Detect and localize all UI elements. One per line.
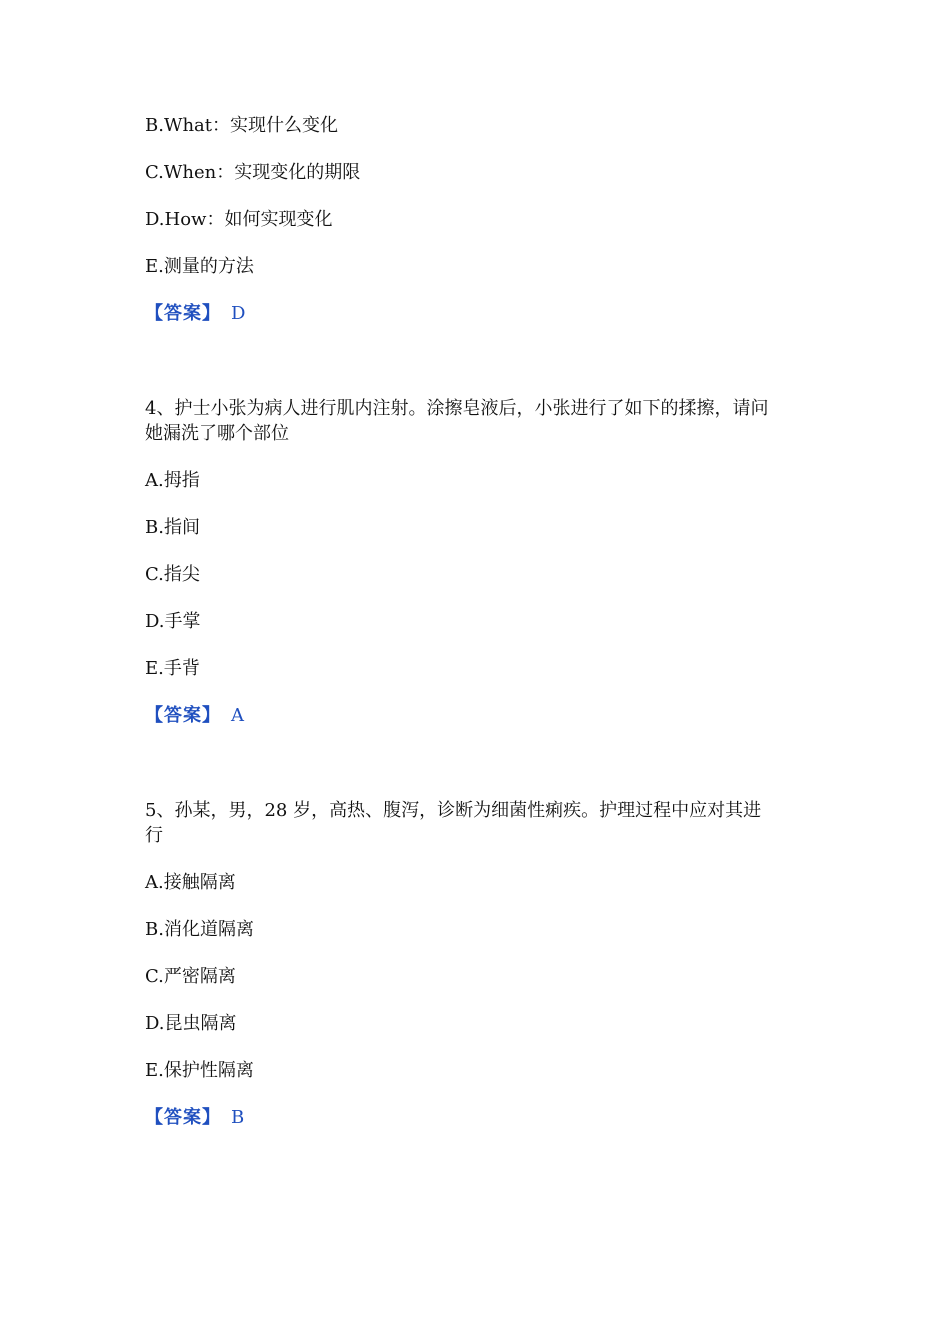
option-e: E.保护性隔离 xyxy=(145,1060,254,1081)
question-stem: 4、护士小张为病人进行肌内注射。涂擦皂液后，小张进行了如下的揉擦，请问 xyxy=(145,398,769,419)
answer-line xyxy=(145,302,245,326)
option-c: C.When：实现变化的期限 xyxy=(145,162,361,183)
option-d: D.How：如何实现变化 xyxy=(145,209,333,230)
question-stem: 5、孙某，男，28 岁，高热、腹泻，诊断为细菌性痢疾。护理过程中应对其进 xyxy=(145,800,762,821)
option-d: D.手掌 xyxy=(145,611,201,632)
option-b: B.What：实现什么变化 xyxy=(145,115,339,136)
answer-value: B xyxy=(231,1107,245,1128)
answer-line xyxy=(145,704,244,728)
option-a: A.接触隔离 xyxy=(145,872,236,893)
option-e: E.测量的方法 xyxy=(145,256,254,277)
question-stem-continued: 行 xyxy=(145,825,163,846)
option-b: B.指间 xyxy=(145,517,200,538)
option-e: E.手背 xyxy=(145,658,200,679)
option-c: C.指尖 xyxy=(145,564,200,585)
answer-label: 【答案】 xyxy=(145,1107,221,1128)
answer-label: 【答案】 xyxy=(145,303,221,324)
answer-value: A xyxy=(231,705,244,726)
question-stem-continued: 她漏洗了哪个部位 xyxy=(145,423,289,444)
answer-value: D xyxy=(231,303,246,324)
answer-label: 【答案】 xyxy=(145,705,221,726)
answer-line xyxy=(145,1106,244,1130)
option-a: A.拇指 xyxy=(145,470,200,491)
option-c: C.严密隔离 xyxy=(145,966,236,987)
option-b: B.消化道隔离 xyxy=(145,919,254,940)
option-d: D.昆虫隔离 xyxy=(145,1013,237,1034)
